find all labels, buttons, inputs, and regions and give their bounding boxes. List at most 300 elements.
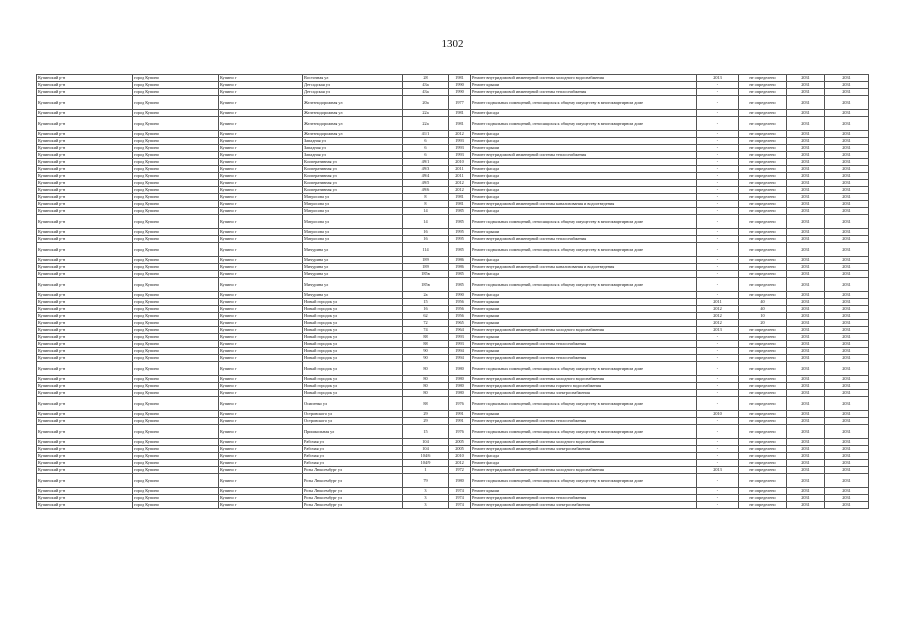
last-repair-year-cell: -	[697, 439, 739, 446]
build-year-cell: 1981	[449, 75, 471, 82]
build-year-cell: 1981	[449, 117, 471, 131]
last-repair-year-cell: -	[697, 292, 739, 299]
wear-percent-cell: не определено	[739, 75, 787, 82]
street-cell: Матросова ул	[303, 208, 403, 215]
house-number-cell: 189	[403, 264, 449, 271]
planned-year-start-cell: 2031	[787, 215, 825, 229]
planned-year-end-cell: 2031	[825, 180, 869, 187]
planned-year-start-cell: 2031	[787, 264, 825, 271]
settlement-cell: город Купино	[133, 348, 219, 355]
planned-year-end-cell: 2031	[825, 194, 869, 201]
locality-cell: Купино г	[219, 446, 303, 453]
build-year-cell: 2010	[449, 159, 471, 166]
wear-percent-cell: не определено	[739, 229, 787, 236]
last-repair-year-cell: -	[697, 341, 739, 348]
locality-cell: Купино г	[219, 313, 303, 320]
planned-year-end-cell: 2031	[825, 355, 869, 362]
district-cell: Купинский р-н	[37, 502, 133, 509]
locality-cell: Купино г	[219, 166, 303, 173]
locality-cell: Купино г	[219, 341, 303, 348]
wear-percent-cell: не определено	[739, 173, 787, 180]
build-year-cell: 1980	[449, 390, 471, 397]
last-repair-year-cell: -	[697, 278, 739, 292]
planned-year-start-cell: 2031	[787, 313, 825, 320]
street-cell: Мичурина ул	[303, 278, 403, 292]
house-number-cell: 16	[403, 306, 449, 313]
house-number-cell: 29	[403, 418, 449, 425]
planned-year-end-cell: 2031	[825, 173, 869, 180]
table-row	[37, 159, 869, 166]
build-year-cell: 1990	[449, 82, 471, 89]
last-repair-year-cell: -	[697, 474, 739, 488]
work-type-cell: Ремонт внутридомовой инженерной системы теплоснабжения	[471, 355, 697, 362]
district-cell: Купинский р-н	[37, 390, 133, 397]
build-year-cell: 1985	[449, 271, 471, 278]
last-repair-year-cell: -	[697, 110, 739, 117]
work-type-cell: Ремонт крыши	[471, 306, 697, 313]
wear-percent-cell: не определено	[739, 236, 787, 243]
wear-percent-cell: не определено	[739, 411, 787, 418]
table-row	[37, 117, 869, 131]
wear-percent-cell: не определено	[739, 488, 787, 495]
last-repair-year-cell: 2013	[697, 75, 739, 82]
district-cell: Купинский р-н	[37, 110, 133, 117]
house-number-cell: 2а	[403, 292, 449, 299]
house-number-cell: 104/6	[403, 453, 449, 460]
last-repair-year-cell: -	[697, 166, 739, 173]
settlement-cell: город Купино	[133, 215, 219, 229]
planned-year-end-cell: 2031	[825, 152, 869, 159]
wear-percent-cell: не определено	[739, 166, 787, 173]
wear-percent-cell: не определено	[739, 201, 787, 208]
settlement-cell: город Купино	[133, 201, 219, 208]
table-row	[37, 292, 869, 299]
locality-cell: Купино г	[219, 355, 303, 362]
planned-year-start-cell: 2031	[787, 467, 825, 474]
street-cell: Рабочая ул	[303, 439, 403, 446]
locality-cell: Купино г	[219, 425, 303, 439]
settlement-cell: город Купино	[133, 376, 219, 383]
work-type-cell: Ремонт крыши	[471, 348, 697, 355]
work-type-cell: Ремонт внутридомовой инженерной системы теплоснабжения	[471, 89, 697, 96]
work-type-cell: Ремонт внутридомовой инженерной системы холодного водоснабжения	[471, 467, 697, 474]
locality-cell: Купино г	[219, 348, 303, 355]
planned-year-start-cell: 2031	[787, 502, 825, 509]
house-number-cell: 14	[403, 215, 449, 229]
planned-year-start-cell: 2031	[787, 278, 825, 292]
house-number-cell: 185в	[403, 271, 449, 278]
settlement-cell: город Купино	[133, 313, 219, 320]
district-cell: Купинский р-н	[37, 411, 133, 418]
district-cell: Купинский р-н	[37, 152, 133, 159]
wear-percent-cell: не определено	[739, 215, 787, 229]
last-repair-year-cell: -	[697, 131, 739, 138]
build-year-cell: 2005	[449, 446, 471, 453]
district-cell: Купинский р-н	[37, 96, 133, 110]
settlement-cell: город Купино	[133, 243, 219, 257]
work-type-cell: Ремонт подвальных помещений, относящихся к общему имуществу в многоквартирном доме	[471, 117, 697, 131]
locality-cell: Купино г	[219, 89, 303, 96]
wear-percent-cell: не определено	[739, 152, 787, 159]
street-cell: Новый городок ул	[303, 348, 403, 355]
last-repair-year-cell: -	[697, 453, 739, 460]
wear-percent-cell: не определено	[739, 474, 787, 488]
wear-percent-cell: не определено	[739, 292, 787, 299]
house-number-cell: 49/5	[403, 180, 449, 187]
settlement-cell: город Купино	[133, 194, 219, 201]
last-repair-year-cell: -	[697, 89, 739, 96]
planned-year-start-cell: 2031	[787, 439, 825, 446]
work-type-cell: Ремонт фасада	[471, 187, 697, 194]
last-repair-year-cell: 2013	[697, 467, 739, 474]
house-number-cell: 6	[403, 152, 449, 159]
planned-year-start-cell: 2031	[787, 159, 825, 166]
planned-year-end-cell: 2031	[825, 159, 869, 166]
house-number-cell: 15	[403, 425, 449, 439]
planned-year-start-cell: 2031	[787, 82, 825, 89]
settlement-cell: город Купино	[133, 138, 219, 145]
table-row	[37, 173, 869, 180]
build-year-cell: 1990	[449, 89, 471, 96]
planned-year-end-cell: 2031	[825, 341, 869, 348]
locality-cell: Купино г	[219, 327, 303, 334]
build-year-cell: 1976	[449, 425, 471, 439]
district-cell: Купинский р-н	[37, 75, 133, 82]
house-number-cell: 16	[403, 229, 449, 236]
work-type-cell: Ремонт внутридомовой инженерной системы холодного водоснабжения	[471, 376, 697, 383]
build-year-cell: 1995	[449, 229, 471, 236]
planned-year-start-cell: 2031	[787, 96, 825, 110]
locality-cell: Купино г	[219, 292, 303, 299]
work-type-cell: Ремонт подвальных помещений, относящихся к общему имуществу в многоквартирном доме	[471, 362, 697, 376]
district-cell: Купинский р-н	[37, 138, 133, 145]
settlement-cell: город Купино	[133, 474, 219, 488]
district-cell: Купинский р-н	[37, 159, 133, 166]
work-type-cell: Ремонт крыши	[471, 320, 697, 327]
last-repair-year-cell: -	[697, 418, 739, 425]
wear-percent-cell: не определено	[739, 362, 787, 376]
wear-percent-cell: не определено	[739, 159, 787, 166]
street-cell: Мичурина ул	[303, 271, 403, 278]
planned-year-end-cell: 2031	[825, 278, 869, 292]
wear-percent-cell: не определено	[739, 180, 787, 187]
work-type-cell: Ремонт подвальных помещений, относящихся к общему имуществу в многоквартирном доме	[471, 96, 697, 110]
street-cell: Мичурина ул	[303, 292, 403, 299]
district-cell: Купинский р-н	[37, 474, 133, 488]
locality-cell: Купино г	[219, 453, 303, 460]
street-cell: Мичурина ул	[303, 257, 403, 264]
street-cell: Розы Люксембург ул	[303, 467, 403, 474]
house-number-cell: 20а	[403, 96, 449, 110]
street-cell: Розы Люксембург ул	[303, 502, 403, 509]
build-year-cell: 2012	[449, 131, 471, 138]
work-type-cell: Ремонт крыши	[471, 488, 697, 495]
build-year-cell: 1985	[449, 215, 471, 229]
planned-year-start-cell: 2031	[787, 446, 825, 453]
last-repair-year-cell: -	[697, 446, 739, 453]
locality-cell: Купино г	[219, 383, 303, 390]
work-type-cell: Ремонт фасада	[471, 460, 697, 467]
work-type-cell: Ремонт внутридомовой инженерной системы электроснабжения	[471, 390, 697, 397]
street-cell: Розы Люксембург ул	[303, 474, 403, 488]
build-year-cell: 2010	[449, 453, 471, 460]
table-row	[37, 320, 869, 327]
last-repair-year-cell: -	[697, 82, 739, 89]
planned-year-end-cell: 2031	[825, 502, 869, 509]
district-cell: Купинский р-н	[37, 355, 133, 362]
street-cell: Кооперативная ул	[303, 187, 403, 194]
planned-year-end-cell: 2031	[825, 334, 869, 341]
house-number-cell: 62	[403, 313, 449, 320]
house-number-cell: 22а	[403, 110, 449, 117]
street-cell: Кооперативная ул	[303, 159, 403, 166]
planned-year-end-cell: 2031	[825, 89, 869, 96]
street-cell: Новый городок ул	[303, 362, 403, 376]
settlement-cell: город Купино	[133, 439, 219, 446]
table-row	[37, 334, 869, 341]
work-type-cell: Ремонт крыши	[471, 145, 697, 152]
street-cell: Железнодорожная ул	[303, 117, 403, 131]
table-row	[37, 257, 869, 264]
house-number-cell: 104	[403, 446, 449, 453]
house-number-cell: 15	[403, 299, 449, 306]
settlement-cell: город Купино	[133, 110, 219, 117]
build-year-cell: 1986	[449, 264, 471, 271]
settlement-cell: город Купино	[133, 320, 219, 327]
work-type-cell: Ремонт внутридомовой инженерной системы теплоснабжения	[471, 236, 697, 243]
work-type-cell: Ремонт внутридомовой инженерной системы электроснабжения	[471, 502, 697, 509]
build-year-cell: 1993	[449, 341, 471, 348]
locality-cell: Купино г	[219, 362, 303, 376]
work-type-cell: Ремонт внутридомовой инженерной системы теплоснабжения	[471, 152, 697, 159]
house-number-cell: 185в	[403, 278, 449, 292]
planned-year-start-cell: 2031	[787, 488, 825, 495]
planned-year-end-cell: 2031	[825, 257, 869, 264]
planned-year-end-cell: 2031	[825, 166, 869, 173]
district-cell: Купинский р-н	[37, 257, 133, 264]
last-repair-year-cell: -	[697, 117, 739, 131]
locality-cell: Купино г	[219, 145, 303, 152]
planned-year-start-cell: 2031	[787, 194, 825, 201]
locality-cell: Купино г	[219, 243, 303, 257]
locality-cell: Купино г	[219, 82, 303, 89]
work-type-cell: Ремонт внутридомовой инженерной системы горячего водоснабжения	[471, 383, 697, 390]
district-cell: Купинский р-н	[37, 89, 133, 96]
street-cell: Матросова ул	[303, 194, 403, 201]
table-row	[37, 383, 869, 390]
locality-cell: Купино г	[219, 411, 303, 418]
table-row	[37, 425, 869, 439]
last-repair-year-cell: -	[697, 502, 739, 509]
work-type-cell: Ремонт подвальных помещений, относящихся к общему имуществу в многоквартирном доме	[471, 474, 697, 488]
settlement-cell: город Купино	[133, 145, 219, 152]
house-number-cell: 1	[403, 467, 449, 474]
locality-cell: Купино г	[219, 180, 303, 187]
locality-cell: Купино г	[219, 467, 303, 474]
table-row	[37, 89, 869, 96]
district-cell: Купинский р-н	[37, 292, 133, 299]
street-cell: Новый городок ул	[303, 376, 403, 383]
last-repair-year-cell: -	[697, 383, 739, 390]
locality-cell: Купино г	[219, 418, 303, 425]
wear-percent-cell: не определено	[739, 460, 787, 467]
work-type-cell: Ремонт крыши	[471, 299, 697, 306]
wear-percent-cell: не определено	[739, 110, 787, 117]
planned-year-end-cell: 2031	[825, 390, 869, 397]
build-year-cell: 1985	[449, 243, 471, 257]
district-cell: Купинский р-н	[37, 425, 133, 439]
settlement-cell: город Купино	[133, 495, 219, 502]
planned-year-end-cell: 2031	[825, 82, 869, 89]
last-repair-year-cell: -	[697, 138, 739, 145]
district-cell: Купинский р-н	[37, 201, 133, 208]
house-number-cell: 80	[403, 390, 449, 397]
last-repair-year-cell: -	[697, 96, 739, 110]
build-year-cell: 2005	[449, 439, 471, 446]
district-cell: Купинский р-н	[37, 187, 133, 194]
work-type-cell: Ремонт фасада	[471, 138, 697, 145]
planned-year-end-cell: 2031	[825, 460, 869, 467]
build-year-cell: 2012	[449, 460, 471, 467]
street-cell: Мичурина ул	[303, 243, 403, 257]
work-type-cell: Ремонт внутридомовой инженерной системы холодного водоснабжения	[471, 75, 697, 82]
district-cell: Купинский р-н	[37, 236, 133, 243]
locality-cell: Купино г	[219, 138, 303, 145]
street-cell: Кооперативная ул	[303, 180, 403, 187]
build-year-cell: 2011	[449, 166, 471, 173]
locality-cell: Купино г	[219, 299, 303, 306]
build-year-cell: 1993	[449, 334, 471, 341]
wear-percent-cell: не определено	[739, 327, 787, 334]
locality-cell: Купино г	[219, 488, 303, 495]
planned-year-end-cell: 2031	[825, 208, 869, 215]
settlement-cell: город Купино	[133, 264, 219, 271]
settlement-cell: город Купино	[133, 362, 219, 376]
wear-percent-cell: не определено	[739, 194, 787, 201]
planned-year-end-cell: 2031	[825, 327, 869, 334]
house-number-cell: 104	[403, 439, 449, 446]
build-year-cell: 1964	[449, 327, 471, 334]
locality-cell: Купино г	[219, 334, 303, 341]
last-repair-year-cell: -	[697, 264, 739, 271]
district-cell: Купинский р-н	[37, 194, 133, 201]
planned-year-start-cell: 2031	[787, 173, 825, 180]
district-cell: Купинский р-н	[37, 166, 133, 173]
planned-year-end-cell: 2031	[825, 446, 869, 453]
street-cell: Розы Люксембург ул	[303, 495, 403, 502]
wear-percent-cell: не определено	[739, 467, 787, 474]
house-number-cell: 6	[403, 138, 449, 145]
street-cell: Мичурина ул	[303, 264, 403, 271]
table-row	[37, 194, 869, 201]
planned-year-start-cell: 2031	[787, 362, 825, 376]
planned-year-start-cell: 2031	[787, 376, 825, 383]
planned-year-end-cell: 2031	[825, 467, 869, 474]
settlement-cell: город Купино	[133, 236, 219, 243]
house-number-cell: 49/6	[403, 187, 449, 194]
build-year-cell: 1994	[449, 348, 471, 355]
settlement-cell: город Купино	[133, 82, 219, 89]
planned-year-start-cell: 2031	[787, 355, 825, 362]
planned-year-start-cell: 2031	[787, 229, 825, 236]
table-row	[37, 208, 869, 215]
planned-year-end-cell: 2031	[825, 138, 869, 145]
locality-cell: Купино г	[219, 194, 303, 201]
planned-year-end-cell: 2031	[825, 425, 869, 439]
last-repair-year-cell: -	[697, 215, 739, 229]
street-cell: Рабочая ул	[303, 460, 403, 467]
planned-year-start-cell: 2031	[787, 236, 825, 243]
locality-cell: Купино г	[219, 110, 303, 117]
house-number-cell: 8	[403, 201, 449, 208]
district-cell: Купинский р-н	[37, 131, 133, 138]
page-number: 1302	[441, 38, 464, 50]
wear-percent-cell: не определено	[739, 502, 787, 509]
table-row	[37, 229, 869, 236]
street-cell: Западная ул	[303, 138, 403, 145]
wear-percent-cell: не определено	[739, 446, 787, 453]
district-cell: Купинский р-н	[37, 145, 133, 152]
wear-percent-cell: не определено	[739, 257, 787, 264]
work-type-cell: Ремонт крыши	[471, 334, 697, 341]
build-year-cell: 1991	[449, 418, 471, 425]
planned-year-start-cell: 2031	[787, 474, 825, 488]
last-repair-year-cell: 2012	[697, 320, 739, 327]
locality-cell: Купино г	[219, 152, 303, 159]
planned-year-end-cell: 2031	[825, 348, 869, 355]
last-repair-year-cell: -	[697, 355, 739, 362]
work-type-cell: Ремонт фасада	[471, 257, 697, 264]
work-type-cell: Ремонт фасада	[471, 208, 697, 215]
street-cell: Матросова ул	[303, 215, 403, 229]
district-cell: Купинский р-н	[37, 117, 133, 131]
district-cell: Купинский р-н	[37, 313, 133, 320]
wear-percent-cell: не определено	[739, 376, 787, 383]
planned-year-end-cell: 2031	[825, 488, 869, 495]
district-cell: Купинский р-н	[37, 208, 133, 215]
locality-cell: Купино г	[219, 257, 303, 264]
build-year-cell: 1994	[449, 355, 471, 362]
house-number-cell: 6	[403, 145, 449, 152]
planned-year-start-cell: 2031	[787, 152, 825, 159]
settlement-cell: город Купино	[133, 180, 219, 187]
settlement-cell: город Купино	[133, 390, 219, 397]
last-repair-year-cell: -	[697, 425, 739, 439]
last-repair-year-cell: -	[697, 159, 739, 166]
wear-percent-cell: не определено	[739, 397, 787, 411]
planned-year-end-cell: 2031	[825, 313, 869, 320]
house-number-cell: 88	[403, 397, 449, 411]
work-type-cell: Ремонт фасада	[471, 453, 697, 460]
table-row	[37, 495, 869, 502]
settlement-cell: город Купино	[133, 299, 219, 306]
district-cell: Купинский р-н	[37, 180, 133, 187]
planned-year-start-cell: 2031	[787, 110, 825, 117]
build-year-cell: 1974	[449, 502, 471, 509]
district-cell: Купинский р-н	[37, 278, 133, 292]
build-year-cell: 1980	[449, 376, 471, 383]
work-type-cell: Ремонт внутридомовой инженерной системы холодного водоснабжения	[471, 439, 697, 446]
table-row	[37, 201, 869, 208]
house-number-cell: 88	[403, 341, 449, 348]
table-row	[37, 376, 869, 383]
settlement-cell: город Купино	[133, 502, 219, 509]
settlement-cell: город Купино	[133, 327, 219, 334]
table-row	[37, 453, 869, 460]
planned-year-start-cell: 2031	[787, 299, 825, 306]
locality-cell: Купино г	[219, 390, 303, 397]
district-cell: Купинский р-н	[37, 397, 133, 411]
